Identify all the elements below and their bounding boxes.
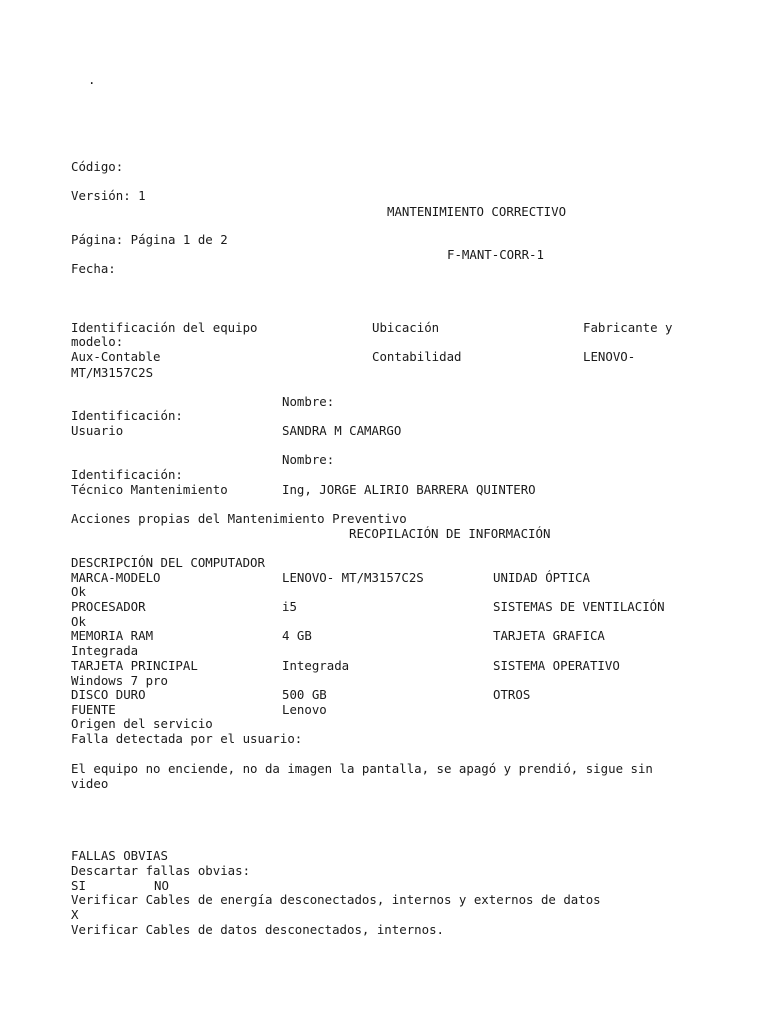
spec-value-marca: LENOVO- MT/M3157C2S <box>282 570 424 585</box>
equipo-fabricante: LENOVO- <box>583 349 636 364</box>
usuario-id-label: Identificación: <box>71 408 183 423</box>
spec-value-disco: 500 GB <box>282 687 327 702</box>
tecnico-nombre-label: Nombre: <box>282 452 335 467</box>
version-label: Versión: 1 <box>71 188 146 203</box>
fallas-si: SI <box>71 878 86 893</box>
spec-label-otros: OTROS <box>493 687 531 702</box>
acciones-heading: Acciones propias del Mantenimiento Preventivo <box>71 511 407 526</box>
spec-value-procesador: i5 <box>282 599 297 614</box>
falla-description-line2: video <box>71 776 109 791</box>
spec-label-grafica: TARJETA GRAFICA <box>493 628 605 643</box>
usuario-name: SANDRA M CAMARGO <box>282 423 402 438</box>
falla-label: Falla detectada por el usuario: <box>71 731 303 746</box>
spec-label-procesador: PROCESADOR <box>71 599 146 614</box>
recopilacion-heading: RECOPILACIÓN DE INFORMACIÓN <box>349 526 551 541</box>
usuario-role: Usuario <box>71 423 124 438</box>
fallas-descartar: Descartar fallas obvias: <box>71 863 251 878</box>
spec-value-ram: 4 GB <box>282 628 312 643</box>
spec-label-fuente: FUENTE <box>71 702 116 717</box>
codigo-label: Código: <box>71 159 124 174</box>
equipo-col1-header-cont: modelo: <box>71 334 124 349</box>
fallas-item2: Verificar Cables de datos desconectados, internos. <box>71 922 444 937</box>
tecnico-role: Técnico Mantenimiento <box>71 482 228 497</box>
spec-value-fuente: Lenovo <box>282 702 327 717</box>
spec-label-ram: MEMORIA RAM <box>71 628 154 643</box>
spec-value-ventilacion: Ok <box>71 614 86 629</box>
falla-description-line1: El equipo no enciende, no da imagen la pantalla, se apagó y prendió, sigue sin <box>71 761 653 776</box>
fallas-item1-mark: X <box>71 907 79 922</box>
fallas-title: FALLAS OBVIAS <box>71 848 168 863</box>
document-title: MANTENIMIENTO CORRECTIVO <box>387 204 567 219</box>
origen-servicio: Origen del servicio <box>71 716 213 731</box>
equipo-col2-header: Ubicación <box>372 320 440 335</box>
usuario-nombre-label: Nombre: <box>282 394 335 409</box>
fallas-no: NO <box>154 878 169 893</box>
spec-value-tarjeta: Integrada <box>282 658 350 673</box>
pagina-label: Página: Página 1 de 2 <box>71 232 228 247</box>
equipo-ubicacion: Contabilidad <box>372 349 462 364</box>
spec-label-optica: UNIDAD ÓPTICA <box>493 570 590 585</box>
computador-title: DESCRIPCIÓN DEL COMPUTADOR <box>71 555 265 570</box>
spec-label-tarjeta: TARJETA PRINCIPAL <box>71 658 198 673</box>
fecha-label: Fecha: <box>71 261 116 276</box>
equipo-id-value: Aux-Contable <box>71 349 161 364</box>
spec-label-so: SISTEMA OPERATIVO <box>493 658 620 673</box>
equipo-col1-header: Identificación del equipo <box>71 320 258 335</box>
header-dot: . <box>88 72 96 87</box>
spec-value-so: Windows 7 pro <box>71 673 168 688</box>
equipo-id-value-cont: MT/M3157C2S <box>71 365 154 380</box>
form-code: F-MANT-CORR-1 <box>447 247 544 262</box>
spec-label-marca: MARCA-MODELO <box>71 570 161 585</box>
equipo-col3-header: Fabricante y <box>583 320 673 335</box>
tecnico-id-label: Identificación: <box>71 467 183 482</box>
spec-label-ventilacion: SISTEMAS DE VENTILACIÓN <box>493 599 665 614</box>
fallas-item1: Verificar Cables de energía desconectados, internos y externos de datos <box>71 892 601 907</box>
spec-value-grafica: Integrada <box>71 643 139 658</box>
spec-label-disco: DISCO DURO <box>71 687 146 702</box>
tecnico-name: Ing, JORGE ALIRIO BARRERA QUINTERO <box>282 482 536 497</box>
spec-value-optica: Ok <box>71 584 86 599</box>
